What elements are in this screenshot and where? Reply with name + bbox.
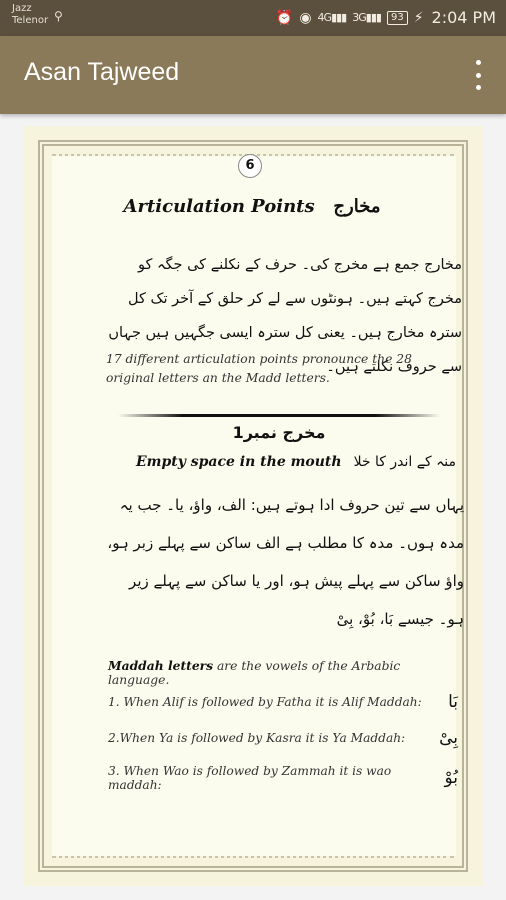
app-bar <box>0 36 506 114</box>
carrier-jazz: Jazz <box>12 3 32 14</box>
alarm-icon: ⏰ <box>275 9 294 26</box>
rule-example: بُوْ <box>444 768 458 788</box>
rule-row <box>108 692 458 712</box>
app-title: Asan Tajweed <box>24 58 180 86</box>
status-icons <box>276 8 496 27</box>
maddah-intro-rest: are the vowels of the Arbabic language. <box>108 659 401 687</box>
clock: 2:04 PM <box>431 8 496 27</box>
rule-row <box>108 728 458 748</box>
page-number: 6 <box>238 154 262 178</box>
heading-ur: مخارج <box>333 196 381 217</box>
signal-4g: 4G▮▮▮ <box>317 11 347 24</box>
more-vert-icon[interactable] <box>466 60 490 90</box>
intro-english: 17 different articulation points pronounce the 28 original letters an the Madd letters. <box>106 352 412 385</box>
signal-3g: 3G▮▮▮ <box>352 11 381 24</box>
page-heading <box>52 196 452 217</box>
status-bar <box>0 0 506 36</box>
subtitle-en: Empty space in the mouth <box>136 454 342 470</box>
heading-en: Articulation Points <box>123 196 315 217</box>
rule-example: بَا <box>448 692 458 712</box>
rule-text: 1. When Alif is followed by Fatha it is Alif Maddah: <box>108 695 422 709</box>
usb-icon: ⚲ <box>54 9 63 23</box>
carrier-telenor: Telenor <box>12 15 49 26</box>
maddah-intro <box>108 658 458 687</box>
section-divider <box>118 414 440 417</box>
rule-example: بِیْ <box>439 728 458 748</box>
rule-text: 3. When Wao is followed by Zammah it is wao maddah: <box>108 764 392 792</box>
maddah-intro-bold: Maddah letters <box>108 658 214 673</box>
battery-icon: 93 <box>387 11 408 25</box>
intro-urdu: مخارج جمع ہے مخرج کی۔ حرف کے نکلنے کی جگہ کو مخرج کہتے ہیں۔ ہونٹوں سے لے کر حلق کے آخر تک کل سترہ مخارج ہیں۔ یعنی کل سترہ ایسی جگہیں ہیں جہاں سے حروف نکلتے ہیں۔ <box>108 257 462 375</box>
book-page <box>24 126 484 886</box>
rule-row <box>108 764 458 792</box>
body-urdu: یہاں سے تین حروف ادا ہوتے ہیں: الف، واؤ، یا۔ جب یہ مدہ ہوں۔ مدہ کا مطلب ہے الف ساکن سے پہلے زبر ہو، واؤ ساکن سے پہلے پیش ہو، اور یا ساکن سے پہلے زیر ہو۔ جیسے بَا، بُوْ، بِیْ <box>107 496 464 628</box>
charging-icon: ⚡ <box>413 9 424 26</box>
section-title: مخرج نمبر1 <box>232 423 326 442</box>
section-subtitle <box>136 454 456 470</box>
subtitle-ur: منہ کے اندر کا خلا <box>353 454 456 470</box>
rule-text: 2.When Ya is followed by Kasra it is Ya Maddah: <box>108 731 406 745</box>
eye-icon: ◉ <box>299 9 312 26</box>
carrier-label <box>12 3 48 27</box>
